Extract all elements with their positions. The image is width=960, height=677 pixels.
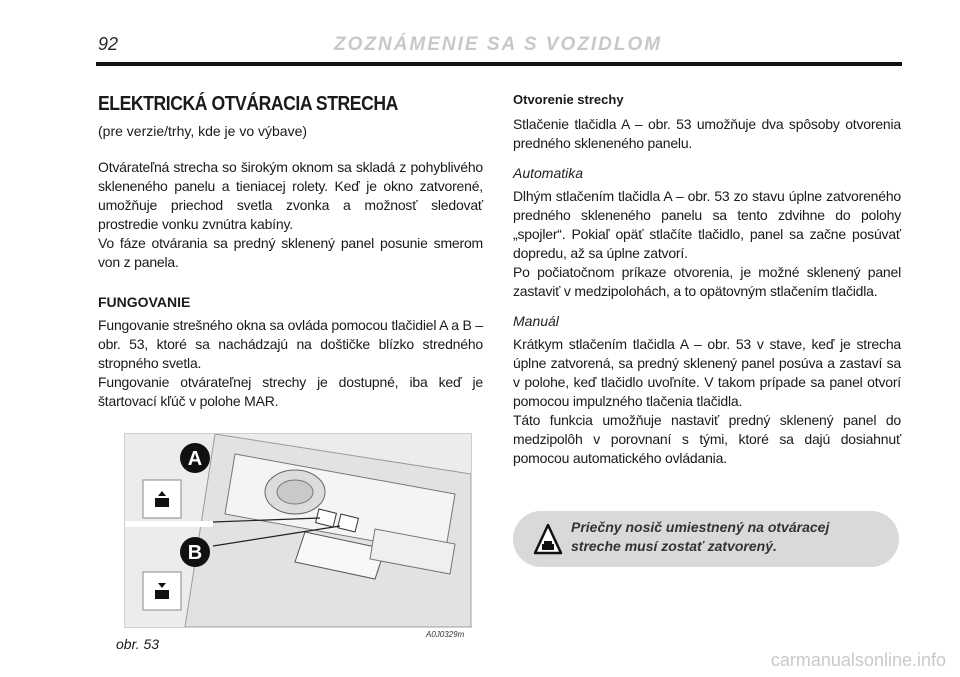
manual-heading: Manuál xyxy=(513,313,559,329)
otvorenie-paragraph: Stlačenie tlačidla A – obr. 53 umožňuje dva spôsoby otvorenia predného skleneného panelu. xyxy=(513,116,901,151)
manual-paragraph: Krátkym stlačením tlačidla A – obr. 53 v stave, keď je strecha úplne zatvorená, sa predný sklenený panel posúva a zastaví sa v polohe, keď tlačidlo uvoľníte. V takom prípade sa panel otvorí pomocou impulzného tlačenia tlačidla. xyxy=(513,336,901,409)
warning-text: Priečny nosič umiestnený na otváracej streche musí zostať zatvorený. xyxy=(571,519,830,554)
warning-box xyxy=(513,511,899,567)
section-title: ELEKTRICKÁ OTVÁRACIA STRECHA xyxy=(98,93,398,115)
page-header-title: ZOZNÁMENIE SA S VOZIDLOM xyxy=(334,34,663,55)
figure-label-a: A xyxy=(187,448,203,470)
figure-code: A0J0329m xyxy=(426,630,465,639)
fungovanie-paragraph: Fungovanie strešného okna sa ovláda pomocou tlačidiel A a B – obr. 53, ktoré sa nachádzajú na doštičke blízko stredného stropného svetla. xyxy=(98,317,483,371)
automatika-paragraph-2: Po počiatočnom príkaze otvorenia, je možné sklenený panel zastaviť v medzipolohách, a to opätovným stlačením tlačidla. xyxy=(513,264,901,299)
page-number: 92 xyxy=(98,34,119,54)
figure-53 xyxy=(124,433,472,628)
intro-paragraph: Otvárateľná strecha so širokým oknom sa skladá z pohyblivého skleneného panelu a tieniacej rolety. Keď je okno zatvorené, umožňuje priechod svetla zvonka a možnosť sledovať prostredie vonku zvnútra kabíny. xyxy=(98,159,483,232)
intro-paragraph-2: Vo fáze otvárania sa predný sklenený panel posunie smerom von z panela. xyxy=(98,235,483,270)
fungovanie-heading: FUNGOVANIE xyxy=(98,294,191,310)
section-subtitle: (pre verzie/trhy, kde je vo výbave) xyxy=(98,123,308,139)
figure-label-b: B xyxy=(187,542,203,564)
left-column xyxy=(98,92,483,411)
warning-triangle-icon xyxy=(533,521,563,557)
manual-paragraph-2: Táto funkcia umožňuje nastaviť predný sklenený panel do medzipolôh v porovnaní s tými, ktoré sa dajú dosiahnuť pomocou automatického ovládania. xyxy=(513,412,901,466)
header-rule xyxy=(96,62,902,66)
automatika-heading: Automatika xyxy=(513,165,584,181)
roof-control-illustration xyxy=(125,434,471,627)
fungovanie-paragraph-2: Fungovanie otvárateľnej strechy je dostupné, iba keď je štartovací kľúč v polohe MAR. xyxy=(98,374,483,409)
watermark: carmanualsonline.info xyxy=(770,650,946,670)
right-column xyxy=(513,92,901,468)
automatika-paragraph: Dlhým stlačením tlačidla A – obr. 53 zo stavu úplne zatvoreného predného skleneného panelu sa tento zdvihne do polohy „spojler“. Pokiaľ opäť stlačíte tlačidlo, panel sa začne posúvať dopredu, až sa úplne zatvorí. xyxy=(513,188,901,261)
otvorenie-heading: Otvorenie strechy xyxy=(513,92,624,107)
figure-caption: obr. 53 xyxy=(116,636,160,652)
